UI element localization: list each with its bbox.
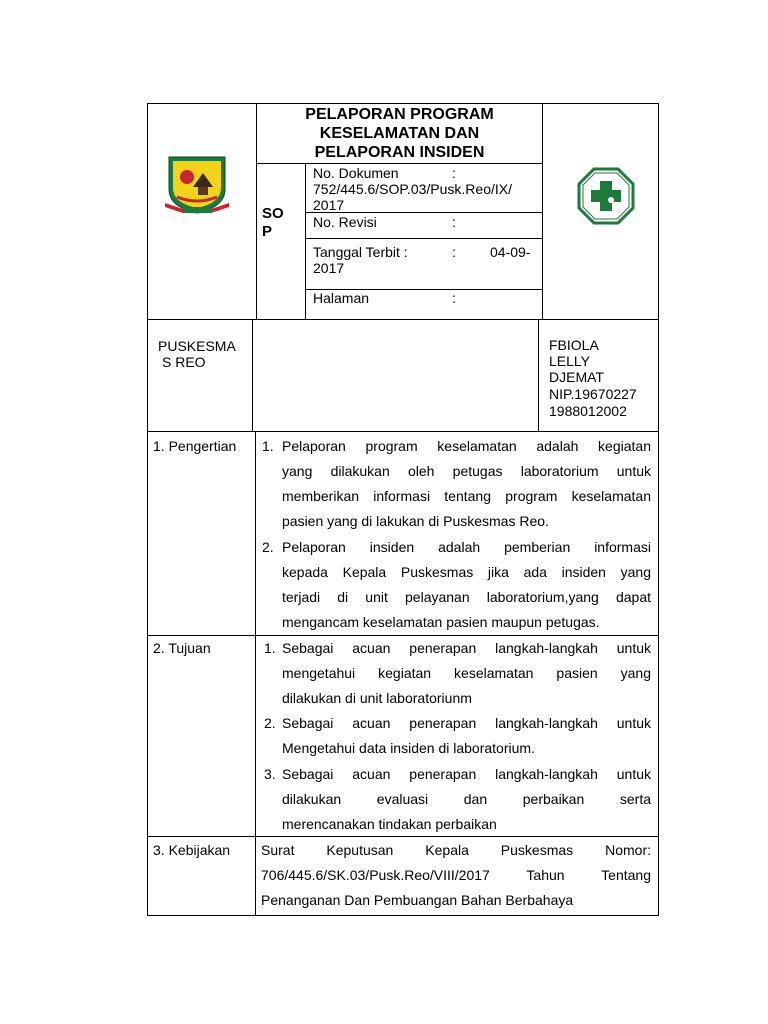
pengertian-item-2-line-1: Pelaporan insiden adalah pemberian informasi (282, 539, 651, 555)
tujuan-item-1-line-1: Sebagai acuan penerapan langkah-langkah untuk (282, 640, 651, 656)
no-revisi-colon: : (452, 214, 456, 230)
no-dokumen-colon: : (452, 165, 456, 181)
no-revisi-label: No. Revisi (313, 214, 377, 230)
signatory-nip-2: 1988012002 (549, 403, 627, 419)
title-line-2: KESELAMATAN DAN (319, 125, 480, 142)
signatory-name-3: DJEMAT (549, 369, 604, 385)
halaman-label: Halaman (313, 290, 370, 306)
pengertian-item-1-line-1: Pelaporan program keselamatan adalah kegiatan (282, 438, 651, 454)
kebijakan-line-1: Surat Keputusan Kepala Puskesmas Nomor: (261, 842, 651, 858)
pengertian-item-1-number: 1. (262, 438, 274, 454)
pengertian-item-1-line-4: pasien yang di lakukan di Puskesmas Reo. (282, 513, 549, 529)
tujuan-item-3-line-1: Sebagai acuan penerapan langkah-langkah untuk (282, 766, 651, 782)
tanggal-terbit-value-2: 2017 (313, 260, 345, 276)
tujuan-item-3-number: 3. (264, 766, 276, 782)
kebijakan-line-2: 706/445.6/SK.03/Pusk.Reo/VIII/2017 Tahun Tentang (261, 867, 651, 883)
tujuan-item-2-line-1: Sebagai acuan penerapan langkah-langkah untuk (282, 715, 651, 731)
no-dokumen-value: 752/445.6/SOP.03/Pusk.Reo/IX/ (313, 181, 512, 197)
tujuan-label: 2. Tujuan (153, 640, 211, 656)
signatory-name-1: FBIOLA (549, 337, 599, 353)
tanggal-terbit-label: Tanggal Terbit : (313, 244, 408, 260)
tujuan-item-3-line-2: dilakukan evaluasi dan perbaikan serta (282, 791, 651, 807)
pengertian-item-1-line-2: yang dilakukan oleh petugas laboratorium untuk (282, 463, 651, 479)
puskesmas-name-1: PUSKESMA (158, 338, 236, 354)
pengertian-item-1-line-3: memberikan informasi tentang program keselamatan (282, 488, 651, 504)
tujuan-item-1-number: 1. (264, 640, 276, 656)
tujuan-item-1-line-3: dilakukan di unit laboratoriunm (282, 690, 472, 706)
pengertian-label: 1. Pengertian (153, 438, 237, 454)
kebijakan-line-3: Penanganan Dan Pembuangan Bahan Berbahaya (261, 892, 574, 908)
halaman-colon: : (452, 290, 456, 306)
tujuan-item-2-number: 2. (264, 715, 276, 731)
signatory-nip-1: NIP.19670227 (549, 386, 637, 402)
no-dokumen-value-2: 2017 (313, 197, 345, 213)
puskesmas-logo (577, 167, 635, 225)
puskesmas-name-2: S REO (162, 354, 206, 370)
tujuan-item-3-line-3: merencanakan tindakan perbaikan (282, 816, 497, 832)
title-line-1: PELAPORAN PROGRAM (305, 106, 494, 123)
title-line-3: PELAPORAN INSIDEN (314, 144, 485, 161)
pengertian-item-2-line-3: terjadi di unit pelayanan laboratorium,yang dapat (282, 589, 651, 605)
regency-emblem-logo (163, 153, 231, 215)
pengertian-item-2-line-4: mengancam keselamatan pasien maupun petugas. (282, 614, 600, 630)
tanggal-terbit-value: 04-09- (490, 244, 531, 260)
tujuan-item-1-line-2: mengetahui kegiatan keselamatan pasien yang (282, 665, 651, 681)
signatory-name-2: LELLY (549, 353, 590, 369)
pengertian-item-2-number: 2. (262, 539, 274, 555)
sop-label-2: P (262, 223, 273, 240)
sop-label-1: SO (262, 205, 284, 222)
no-dokumen-label: No. Dokumen (313, 165, 399, 181)
kebijakan-label: 3. Kebijakan (153, 842, 231, 858)
tujuan-item-2-line-2: Mengetahui data insiden di laboratorium. (282, 740, 535, 756)
pengertian-item-2-line-2: kepada Kepala Puskesmas jika ada insiden yang (282, 564, 651, 580)
tanggal-terbit-colon: : (452, 244, 456, 260)
